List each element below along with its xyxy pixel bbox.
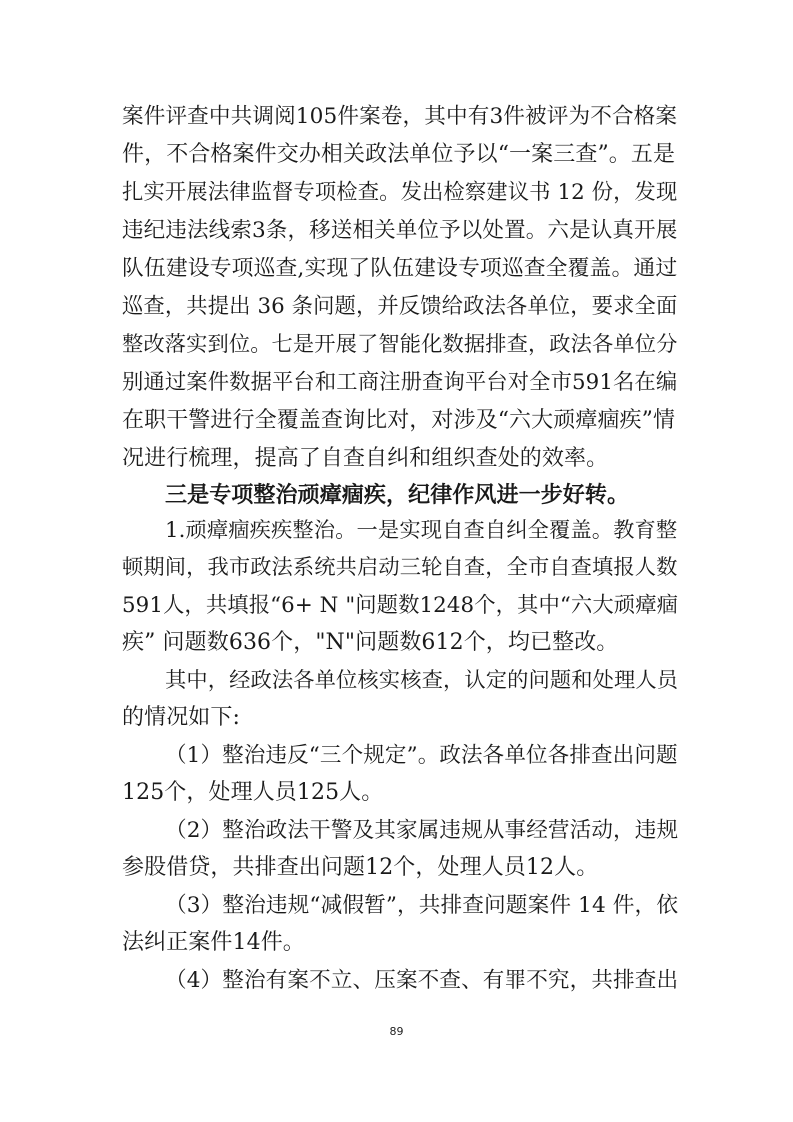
list-item-line: （4）整治有案不立、压案不查、有罪不究，共排查出 <box>165 968 679 993</box>
body-text-line: 件，不合格案件交办相关政法单位予以“一案三查”。五是 <box>122 142 676 167</box>
body-text-line: 顿期间，我市政法系统共启动三轮自查，全市自查填报人数 <box>122 555 678 580</box>
body-text-line: 疾” 问题数636个，"N"问题数612个，均已整改。 <box>122 630 619 655</box>
body-text-line: 1.顽瘴痼疾疾整治。一是实现自查自纠全覆盖。教育整 <box>165 518 678 543</box>
body-text-line: 591人，共填报“6+ N "问题数1248个，其中“六大顽瘴痼 <box>122 593 679 618</box>
body-text-line: 扎实开展法律监督专项检查。发出检察建议书 12 份，发现 <box>122 180 678 205</box>
body-text-line: 其中，经政法各单位核实核查，认定的问题和处理人员 <box>165 668 679 693</box>
body-text-line: 别通过案件数据平台和工商注册查询平台对全市591名在编 <box>122 370 678 395</box>
body-text-line: 巡查，共提出 36 条问题，并反馈给政法各单位，要求全面 <box>122 294 678 319</box>
body-text-line: 违纪违法线索3条，移送相关单位予以处置。六是认真开展 <box>122 218 678 243</box>
body-text-line: 况进行梳理，提高了自查自纠和组织查处的效率。 <box>122 446 609 471</box>
body-text-line: 整改落实到位。七是开展了智能化数据排查，政法各单位分 <box>122 332 678 357</box>
list-item-line: 法纠正案件14件。 <box>122 930 305 955</box>
section-heading: 三是专项整治顽瘴痼疾，纪律作风进一步好转。 <box>165 483 630 508</box>
list-item-line: （3）整治违规“减假暂”，共排查问题案件 14 件，依 <box>165 893 679 918</box>
list-item-line: 参股借贷，共排查出问题12个，处理人员12人。 <box>122 855 599 880</box>
list-item-line: 125个，处理人员125人。 <box>122 780 384 805</box>
body-text-line: 在职干警进行全覆盖查询比对，对涉及“六大顽瘴痼疾”情 <box>122 408 676 433</box>
list-item-line: （1）整治违反“三个规定”。政法各单位各排查出问题 <box>165 743 678 768</box>
body-text-line: 案件评查中共调阅105件案卷，其中有3件被评为不合格案 <box>122 104 678 129</box>
page-number: 89 <box>389 1025 404 1038</box>
body-text-line: 的情况如下: <box>122 705 241 730</box>
body-text-line: 队伍建设专项巡查,实现了队伍建设专项巡查全覆盖。通过 <box>122 256 678 281</box>
list-item-line: （2）整治政法干警及其家属违规从事经营活动，违规 <box>165 818 679 843</box>
